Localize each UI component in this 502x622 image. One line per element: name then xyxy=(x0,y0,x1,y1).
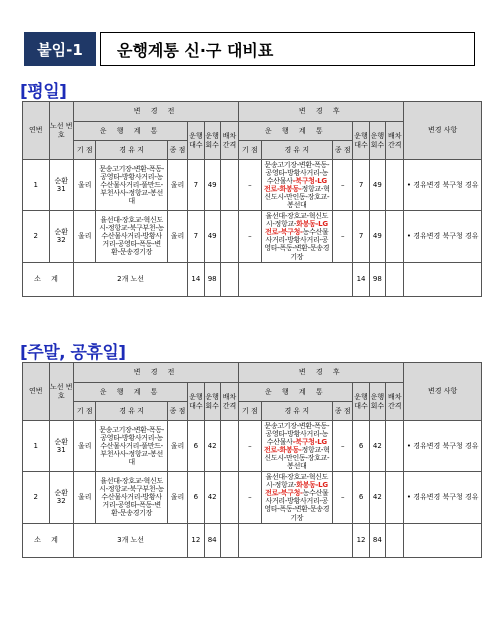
cell-after-start: – xyxy=(239,421,261,472)
header-line-after: 운 행 계 통 xyxy=(239,383,353,402)
subtotal-after-trips: 98 xyxy=(369,262,385,296)
cell-after-trips: 42 xyxy=(369,421,385,472)
cell-trips: 49 xyxy=(204,211,220,262)
header-start-before: 기 점 xyxy=(73,141,95,160)
section-title xyxy=(20,77,66,102)
header-via-after: 경 유 지 xyxy=(261,402,332,421)
via-text: 농수산물사거리-방황사거리-공영타-폭동-변환-문송경기장 xyxy=(264,228,330,261)
header-end-after: 종 점 xyxy=(333,402,353,421)
via-text: 농수산물사거리-방황사거리-공영타-폭동-변환-문송경기장 xyxy=(264,489,330,522)
via-text: 정항교-혁신도시-만인동-장호교-봉선대 xyxy=(264,185,330,210)
table-row xyxy=(23,472,482,523)
header-route-no: 노선 번호 xyxy=(49,363,73,421)
header-interval-after: 배차 간격 xyxy=(386,122,404,160)
cell-after-start: – xyxy=(239,160,261,211)
header-seq: 연번 xyxy=(23,363,50,421)
header-vehicles-before: 운행 대수 xyxy=(188,383,204,421)
header-seq: 연번 xyxy=(23,102,50,160)
cell-after-interval xyxy=(386,472,404,523)
cell-start: 울리 xyxy=(73,160,95,211)
cell-after-end: – xyxy=(333,160,353,211)
subtotal-row xyxy=(23,262,482,296)
cell-change: • 경유변경 북구청 경유 xyxy=(404,211,482,262)
cell-after-via xyxy=(261,211,332,262)
cell-after-trips: 42 xyxy=(369,472,385,523)
cell-after-via xyxy=(261,160,332,211)
subtotal-after-vehicles: 12 xyxy=(353,523,369,557)
comparison-table xyxy=(22,101,482,297)
subtotal-label: 소 계 xyxy=(23,262,74,296)
cell-route-no: 순환 32 xyxy=(49,472,73,523)
header-start-after: 기 점 xyxy=(239,141,261,160)
header-vehicles-after: 운행 대수 xyxy=(353,122,369,160)
header-line-after: 운 행 계 통 xyxy=(239,122,353,141)
header-before: 변 경 전 xyxy=(73,363,238,383)
subtotal-after-interval xyxy=(386,523,404,557)
cell-change: • 경유변경 북구청 경유 xyxy=(404,160,482,211)
cell-after-via xyxy=(261,421,332,472)
header-route-no: 노선 번호 xyxy=(49,102,73,160)
via-changed-text: 화봉동-LG전로-북구청- xyxy=(265,481,328,498)
header-after: 변 경 후 xyxy=(239,363,404,383)
comparison-table xyxy=(22,362,482,558)
subtotal-trips: 98 xyxy=(204,262,220,296)
section-title-text: [주말, 공휴일] xyxy=(20,343,126,363)
subtotal-after-routes xyxy=(239,523,353,557)
header-vehicles-before: 운행 대수 xyxy=(188,122,204,160)
attachment-tag: 붙임-1 xyxy=(24,32,96,66)
header-via-before: 경 유 지 xyxy=(96,402,167,421)
cell-trips: 42 xyxy=(204,421,220,472)
header-end-after: 종 점 xyxy=(333,141,353,160)
cell-via: 율선대-장호교-혁신도시-정항교-북구부천-농수산물사거리-방황사거리-공영타-폭동-변환-문송경기장 xyxy=(96,211,167,262)
cell-change: • 경유변경 북구청 경유 xyxy=(404,421,482,472)
section-title xyxy=(20,338,126,363)
cell-after-trips: 49 xyxy=(369,160,385,211)
cell-seq: 2 xyxy=(23,472,50,523)
via-text: 문송고기장-변환-폭동-공영타-방황사거리-농수산물사 xyxy=(264,422,330,447)
header-vehicles-after: 운행 대수 xyxy=(353,383,369,421)
page-title: 운행계통 신·구 대비표 xyxy=(100,32,475,66)
via-changed-text: 화봉동-LG전로-북구청- xyxy=(265,220,328,237)
subtotal-change xyxy=(404,262,482,296)
cell-after-interval xyxy=(386,160,404,211)
cell-trips: 42 xyxy=(204,472,220,523)
cell-via: 율선대-장호교-혁신도시-정항교-북구부천-농수산물사거리-방황사거리-공영타-폭동-변환-문송경기장 xyxy=(96,472,167,523)
cell-seq: 2 xyxy=(23,211,50,262)
header-change: 변경 사항 xyxy=(404,102,482,160)
header-interval-before: 배차 간격 xyxy=(220,122,238,160)
subtotal-vehicles: 12 xyxy=(188,523,204,557)
cell-after-via xyxy=(261,472,332,523)
subtotal-interval xyxy=(220,523,238,557)
cell-after-interval xyxy=(386,211,404,262)
cell-vehicles: 6 xyxy=(188,472,204,523)
cell-interval xyxy=(220,211,238,262)
cell-end: 울리 xyxy=(167,472,187,523)
cell-route-no: 순환 31 xyxy=(49,421,73,472)
cell-after-end: – xyxy=(333,211,353,262)
header-start-before: 기 점 xyxy=(73,402,95,421)
subtotal-change xyxy=(404,523,482,557)
cell-after-vehicles: 6 xyxy=(353,472,369,523)
cell-end: 울리 xyxy=(167,211,187,262)
subtotal-after-trips: 84 xyxy=(369,523,385,557)
cell-vehicles: 7 xyxy=(188,211,204,262)
cell-start: 울리 xyxy=(73,421,95,472)
header-line-before: 운 행 계 통 xyxy=(73,383,187,402)
cell-interval xyxy=(220,472,238,523)
cell-after-vehicles: 7 xyxy=(353,211,369,262)
header-end-before: 종 점 xyxy=(167,141,187,160)
cell-seq: 1 xyxy=(23,421,50,472)
header-via-after: 경 유 지 xyxy=(261,141,332,160)
cell-after-vehicles: 7 xyxy=(353,160,369,211)
via-changed-text: -북구청-LG전로-화봉동- xyxy=(264,438,327,455)
header-change: 변경 사항 xyxy=(404,363,482,421)
cell-after-vehicles: 6 xyxy=(353,421,369,472)
subtotal-after-vehicles: 14 xyxy=(353,262,369,296)
header-after: 변 경 후 xyxy=(239,102,404,122)
cell-after-trips: 49 xyxy=(369,211,385,262)
header-trips-after: 운행 회수 xyxy=(369,383,385,421)
subtotal-after-routes xyxy=(239,262,353,296)
cell-via: 문송고기장-변환-폭동-공영타-방황사거리-농수산물사거리-풀만드-부천사사-정항교-봉선대 xyxy=(96,421,167,472)
cell-interval xyxy=(220,421,238,472)
subtotal-row xyxy=(23,523,482,557)
cell-after-interval xyxy=(386,421,404,472)
header-before: 변 경 전 xyxy=(73,102,238,122)
header-end-before: 종 점 xyxy=(167,402,187,421)
cell-start: 울리 xyxy=(73,211,95,262)
header-trips-before: 운행 회수 xyxy=(204,122,220,160)
header-line-before: 운 행 계 통 xyxy=(73,122,187,141)
cell-after-start: – xyxy=(239,211,261,262)
cell-vehicles: 6 xyxy=(188,421,204,472)
header-via-before: 경 유 지 xyxy=(96,141,167,160)
cell-after-end: – xyxy=(333,421,353,472)
cell-end: 울리 xyxy=(167,160,187,211)
table-row xyxy=(23,160,482,211)
cell-end: 울리 xyxy=(167,421,187,472)
subtotal-trips: 84 xyxy=(204,523,220,557)
subtotal-interval xyxy=(220,262,238,296)
header-trips-before: 운행 회수 xyxy=(204,383,220,421)
cell-route-no: 순환 32 xyxy=(49,211,73,262)
via-text: 문송고기장-변환-폭동-공영타-방황사거리-농수산물사 xyxy=(264,161,330,186)
cell-vehicles: 7 xyxy=(188,160,204,211)
subtotal-after-interval xyxy=(386,262,404,296)
table-row xyxy=(23,421,482,472)
table-row xyxy=(23,211,482,262)
header-start-after: 기 점 xyxy=(239,402,261,421)
subtotal-routes: 2개 노선 xyxy=(73,262,187,296)
subtotal-vehicles: 14 xyxy=(188,262,204,296)
cell-via: 문송고기장-변환-폭동-공영타-방황사거리-농수산물사거리-풀만드-부천사사-정항교-봉선대 xyxy=(96,160,167,211)
cell-trips: 49 xyxy=(204,160,220,211)
page-header xyxy=(24,32,475,68)
subtotal-routes: 3개 노선 xyxy=(73,523,187,557)
cell-seq: 1 xyxy=(23,160,50,211)
subtotal-label: 소 계 xyxy=(23,523,74,557)
header-interval-before: 배차 간격 xyxy=(220,383,238,421)
cell-change: • 경유변경 북구청 경유 xyxy=(404,472,482,523)
header-interval-after: 배차 간격 xyxy=(386,383,404,421)
via-text: 율선대-장호교-혁신도시-정항교- xyxy=(265,212,329,229)
cell-after-start: – xyxy=(239,472,261,523)
via-text: 율선대-장호교-혁신도시-정항교- xyxy=(265,473,329,490)
cell-after-end: – xyxy=(333,472,353,523)
cell-route-no: 순환 31 xyxy=(49,160,73,211)
via-text: 정항교-혁신도시-만인동-장호교-봉선대 xyxy=(264,446,330,471)
section-title-text: [평일] xyxy=(20,82,67,102)
cell-interval xyxy=(220,160,238,211)
cell-start: 울리 xyxy=(73,472,95,523)
header-trips-after: 운행 회수 xyxy=(369,122,385,160)
via-changed-text: -북구청-LG전로-화봉동- xyxy=(264,177,327,194)
